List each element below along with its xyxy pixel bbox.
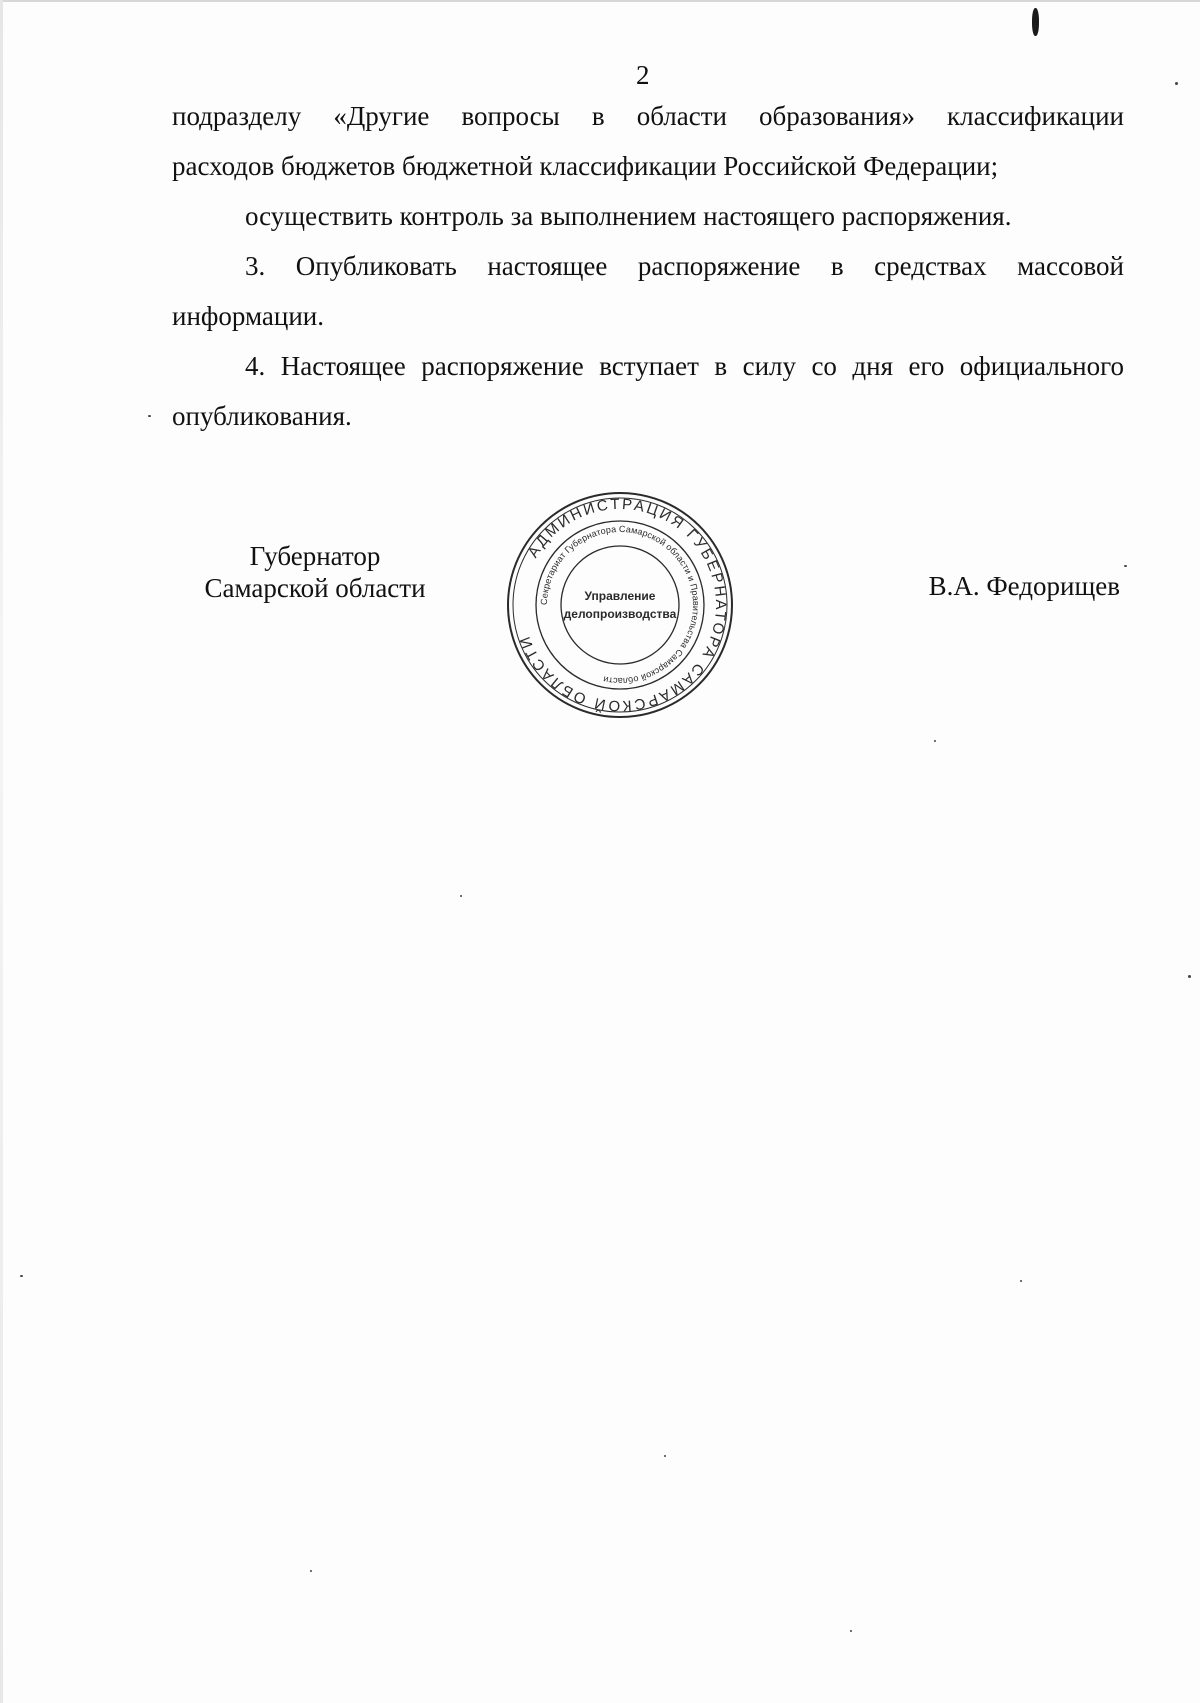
seal-inner-text: Секретариат Губернатора Самарской области и Правительства Самарской области <box>538 523 702 687</box>
scan-speck <box>20 1275 23 1277</box>
seal-outer-text: АДМИНИСТРАЦИЯ ГУБЕРНАТОРА САМАРСКОЙ ОБЛАСТИ <box>516 495 730 715</box>
scan-speck <box>934 740 936 742</box>
signatory-title-line: Губернатор <box>249 541 381 571</box>
scan-speck <box>1188 975 1191 978</box>
paragraph-line: подразделу «Другие вопросы в области образования» классификации <box>172 101 1124 131</box>
scan-speck <box>460 895 462 897</box>
scan-left-edge <box>0 0 3 1703</box>
scan-speck <box>1175 82 1178 85</box>
scan-mark <box>1032 8 1039 36</box>
scan-speck <box>1124 565 1127 567</box>
seal-center-line: делопроизводства <box>563 607 677 621</box>
document-body <box>172 91 1124 441</box>
paragraph-publish: 3. Опубликовать настоящее распоряжение в средствах массовой информации. <box>172 251 1124 331</box>
seal-center-line: Управление <box>584 589 656 603</box>
paragraph-line: расходов бюджетов бюджетной классификации Российской Федерации; <box>172 151 999 181</box>
page-number: 2 <box>636 60 650 90</box>
scan-speck <box>850 1630 852 1632</box>
scan-speck <box>148 415 151 417</box>
scan-speck <box>310 1570 312 1572</box>
svg-text:Секретариат Губернатора Самарс <box>539 524 701 686</box>
signatory-title-line: Самарской области <box>204 573 426 603</box>
paragraph-control: осуществить контроль за выполнением настоящего распоряжения. <box>245 201 1012 231</box>
paragraph-effective-date: 4. Настоящее распоряжение вступает в силу со дня его официального опубликования. <box>172 351 1124 431</box>
paragraph-budget-classification <box>172 91 1124 191</box>
signatory-name: В.А. Федорищев <box>928 571 1120 601</box>
scan-top-edge <box>0 0 1200 2</box>
scan-speck <box>1020 1280 1022 1282</box>
official-seal <box>505 490 735 720</box>
scan-speck <box>664 1455 666 1457</box>
signatory-title <box>180 540 450 604</box>
